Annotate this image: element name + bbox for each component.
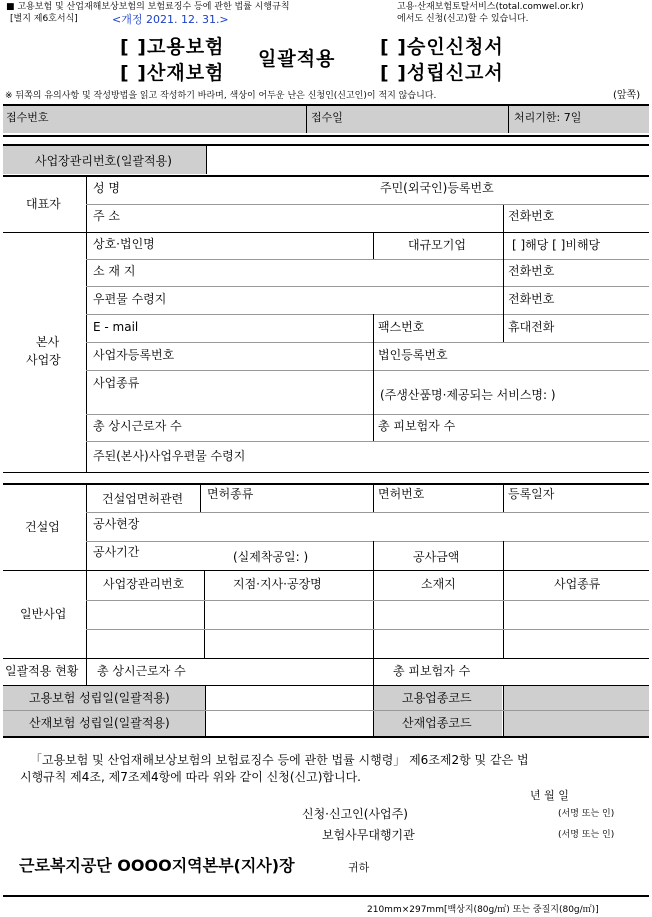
divider [373, 541, 374, 570]
rule [86, 286, 649, 287]
main-mail-label: 주된(본사)사업우편물 수령지 [93, 449, 246, 463]
date-line[interactable]: 년 월 일 [530, 789, 569, 802]
service-notice-line1: 고용·산재보험토탈서비스(total.comwel.or.kr) [397, 2, 584, 12]
option-approval-application[interactable]: [ ]승인신청서 [380, 36, 504, 58]
divider [204, 570, 205, 658]
divider [86, 232, 87, 472]
construction-site-label: 공사현장 [93, 517, 140, 531]
total-insured-label: 총 피보험자 수 [378, 419, 456, 433]
divider [373, 658, 374, 685]
mgmt-number-label: 사업장관리번호(일괄적용) [35, 154, 172, 168]
mail-address-label: 우편물 수령지 [93, 292, 167, 306]
agency-label: 보험사무대행기관 [322, 828, 415, 842]
divider [503, 314, 504, 342]
rule [86, 512, 649, 513]
bulk-status-label: 일괄적용 현황 [5, 664, 79, 678]
divider [200, 485, 201, 512]
status-workers-label: 총 상시근로자 수 [97, 664, 186, 678]
statement-line-1: 「고용보험 및 산업재해보상보험의 보험료징수 등에 관한 법률 시행령」 제6조제2항 및 같은 법 [30, 753, 529, 767]
rep-section-label: 대표자 [26, 197, 61, 211]
business-type-label: 사업종류 [93, 376, 140, 390]
receipt-date-label: 접수일 [311, 111, 343, 124]
form-number: [별지 제6호서식] [10, 14, 78, 24]
rule [86, 629, 649, 630]
total-workers-label: 총 상시근로자 수 [93, 419, 182, 433]
divider [503, 485, 504, 512]
code-shade-right [504, 686, 649, 736]
option-industrial-insurance[interactable]: [ ]산재보험 [120, 62, 225, 84]
employment-est-date-label: 고용보험 성립일(일괄적용) [29, 691, 170, 705]
divider [503, 686, 504, 736]
top-rule [3, 104, 649, 106]
form-notice: ※ 뒤쪽의 유의사항 및 작성방법을 읽고 작성하기 바라며, 색상이 어두운 난은 신청인(신고인)이 적지 않습니다. [5, 91, 437, 101]
corp-reg-label: 법인등록번호 [378, 348, 448, 362]
divider [373, 686, 374, 736]
registration-date-label: 등록일자 [508, 487, 555, 501]
rule [3, 175, 649, 177]
rule [86, 441, 649, 442]
rule [3, 483, 649, 485]
option-employment-insurance[interactable]: [ ]고용보험 [120, 36, 225, 58]
divider [373, 485, 374, 512]
rep-name-label: 성 명 [93, 181, 120, 195]
divider [503, 570, 504, 658]
business-reg-label: 사업자등록번호 [93, 348, 175, 362]
mobile-label: 휴대전화 [508, 320, 555, 334]
rule [86, 414, 649, 415]
rule [86, 314, 649, 315]
honorific: 귀하 [348, 861, 370, 874]
rep-phone-label: 전화번호 [508, 209, 555, 223]
main-product-label: (주생산품명·제공되는 서비스명: ) [380, 388, 556, 402]
construction-section-label: 건설업 [25, 520, 60, 534]
industrial-est-date-label: 산재보험 성립일(일괄적용) [29, 716, 170, 730]
divider [503, 541, 504, 570]
recipient: 근로복지공단 OOOO지역본부(지사)장 [19, 856, 295, 875]
rule [3, 232, 649, 233]
rule [86, 370, 649, 371]
divider [503, 286, 504, 314]
divider [86, 485, 87, 570]
agency-signature[interactable]: (서명 또는 인) [558, 830, 615, 840]
divider [508, 105, 509, 133]
general-business-type-header: 사업종류 [554, 577, 601, 591]
industrial-code-label: 산재업종코드 [402, 716, 472, 730]
status-insured-label: 총 피보험자 수 [393, 664, 471, 678]
divider [373, 314, 374, 342]
divider [373, 232, 374, 259]
rule [86, 342, 649, 343]
rule [86, 204, 649, 205]
fax-label: 팩스번호 [378, 320, 425, 334]
rule [86, 600, 649, 601]
construction-amount-label: 공사금액 [413, 550, 460, 564]
applicant-signature[interactable]: (서명 또는 인) [558, 809, 615, 819]
construction-period-label: 공사기간 [93, 545, 140, 559]
email-label: E - mail [93, 320, 139, 334]
law-title: ■ 고용보험 및 산업재해보상보험의 보험료징수 등에 관한 법률 시행규칙 [6, 2, 290, 12]
divider [86, 570, 87, 658]
bottom-rule [3, 895, 649, 897]
rule [3, 570, 649, 571]
divider [86, 658, 87, 685]
large-enterprise-checkbox[interactable]: [ ]해당 [ ]비해당 [512, 238, 601, 252]
actual-start-date-label: (실제착공일: ) [233, 550, 309, 564]
processing-period-label: 처리기한: 7일 [514, 111, 582, 124]
divider [373, 414, 374, 441]
phone-label: 전화번호 [508, 264, 555, 278]
license-relation-label: 건설업면허관련 [102, 492, 184, 506]
general-section-label: 일반사업 [20, 607, 67, 621]
divider [503, 232, 504, 259]
divider [306, 105, 307, 133]
divider [373, 370, 374, 414]
divider [503, 205, 504, 232]
hq-section-label-2: 사업장 [26, 353, 61, 367]
divider [373, 570, 374, 658]
statement-line-2: 시행규칙 제4조, 제7조제4항에 따라 위와 같이 신청(신고)합니다. [20, 770, 361, 784]
form-center-title: 일괄적용 [258, 48, 336, 70]
rule [3, 472, 649, 473]
rule [86, 541, 649, 542]
revision-date: <개정 2021. 12. 31.> [112, 13, 229, 26]
branch-name-header: 지점·지사·공장명 [233, 577, 322, 591]
company-name-label: 상호·법인명 [93, 237, 155, 251]
divider [373, 342, 374, 370]
rule [86, 259, 649, 260]
divider [205, 686, 206, 736]
rule [3, 658, 649, 659]
rule [3, 710, 649, 711]
receipt-number-label: 접수번호 [6, 111, 49, 124]
paper-spec: 210mm×297mm[백상지(80g/㎡) 또는 중질지(80g/㎡)] [367, 905, 599, 915]
divider [503, 259, 504, 286]
large-enterprise-label: 대규모기업 [408, 238, 466, 252]
hq-section-label-1: 본사 [36, 335, 60, 349]
divider [206, 146, 207, 174]
option-establishment-report[interactable]: [ ]성립신고서 [380, 62, 504, 84]
applicant-label: 신청·신고인(사업주) [302, 807, 408, 821]
rule [3, 135, 649, 137]
general-location-header: 소재지 [421, 577, 456, 591]
license-number-label: 면허번호 [378, 487, 425, 501]
rep-rrn-label: 주민(외국인)등록번호 [380, 181, 494, 195]
rep-address-label: 주 소 [93, 209, 120, 223]
phone-label-2: 전화번호 [508, 292, 555, 306]
service-notice-line2: 에서도 신청(신고)할 수 있습니다. [397, 14, 529, 24]
location-label: 소 재 지 [93, 264, 136, 278]
general-mgmt-number-header: 사업장관리번호 [103, 577, 185, 591]
license-type-label: 면허종류 [207, 487, 254, 501]
employment-code-label: 고용업종코드 [402, 691, 472, 705]
rule [3, 736, 649, 738]
page-side-label: (앞쪽) [613, 90, 641, 101]
